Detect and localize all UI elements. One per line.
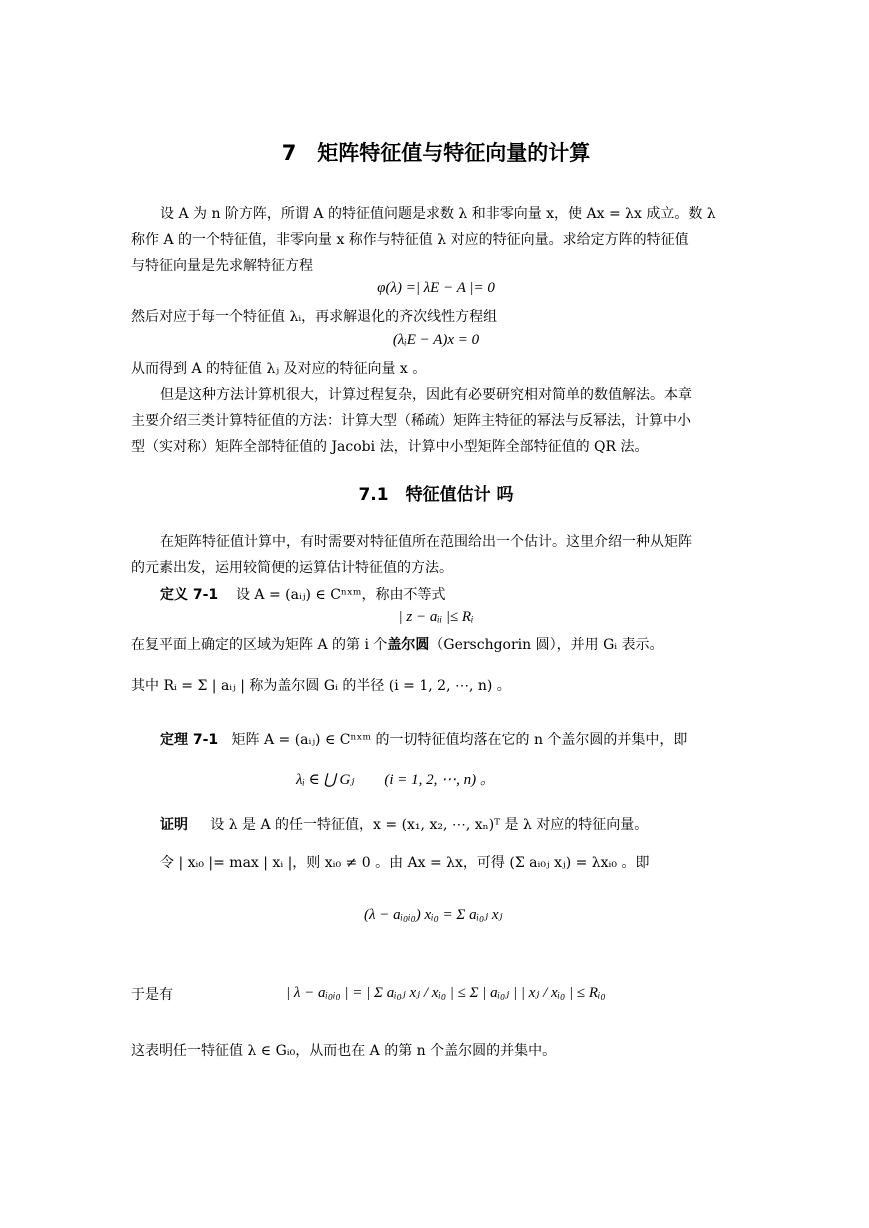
theorem-label: 定理 7-1 [160,732,219,748]
definition-line-2-start: 在复平面上确定的区域为矩阵 A 的第 i 个 [131,637,388,653]
definition-term: 盖尔圆 [387,637,430,653]
theorem-equation: λᵢ ∈ ⋃ Gⱼ (i = 1, 2, ⋯, n) 。 [296,772,495,788]
intro-line-4: 然后对应于每一个特征值 λᵢ，再求解退化的齐次线性方程组 [131,309,498,325]
proof-text: 设 λ 是 A 的任一特征值，x = (x₁, x₂, ⋯, xₙ)ᵀ 是 λ 对应的特征向量。 [210,817,649,833]
proof-line [160,814,740,836]
hence-label: 于是有 [131,987,173,1003]
proof-label: 证明 [160,817,188,833]
proof-let-line: 令 | xᵢ₀ |= max | xᵢ |，则 xᵢ₀ ≠ 0 。由 Ax = λx，可得 (Σ aᵢ₀ⱼ xⱼ) = λxᵢ₀ 。即 [160,855,650,871]
definition-text: 设 A = (aᵢⱼ) ∈ Cⁿˣᵐ，称由不等式 [235,587,446,603]
definition-label: 定义 7-1 [160,587,219,603]
intro-line-3: 与特征向量是先求解特征方程 [131,258,313,274]
definition-line [160,584,740,606]
theorem-text: 矩阵 A = (aᵢⱼ) ∈ Cⁿˣᵐ 的一切特征值均落在它的 n 个盖尔圆的并集中，即 [231,732,688,748]
gerschgorin-inequality: | z − aᵢᵢ |≤ Rᵢ [398,609,474,625]
section-title: 7.1 特征值估计 吗 [358,485,514,505]
section-line-2: 的元素出发，运用较简便的运算估计特征值的方法。 [131,560,453,576]
homogeneous-system-equation: (λᵢE − A)x = 0 [392,332,480,348]
section-line-1: 在矩阵特征值计算中，有时需要对特征值所在范围给出一个估计。这里介绍一种从矩阵 [160,534,692,550]
proof-equation-2: | λ − aᵢ₀ᵢ₀ | = | Σ aᵢ₀ⱼ xⱼ / xᵢ₀ | ≤ Σ | aᵢ₀ⱼ | | xⱼ / xᵢ₀ | ≤ Rᵢ₀ [286,985,606,1001]
radius-definition: 其中 Rᵢ = Σ | aᵢⱼ | 称为盖尔圆 Gᵢ 的半径 (i = 1, 2, ⋯, n) 。 [131,678,511,694]
theorem-line [160,729,740,751]
intro-line-6: 但是这种方法计算机很大，计算过程复杂，因此有必要研究相对简单的数值解法。本章 [160,387,692,403]
proof-conclusion: 这表明任一特征值 λ ∈ Gᵢ₀，从而也在 A 的第 n 个盖尔圆的并集中。 [131,1043,557,1059]
definition-line-2 [131,634,741,656]
chapter-title: 7 矩阵特征值与特征向量的计算 [281,141,591,165]
definition-line-2-end: （Gerschgorin 圆），并用 Gᵢ 表示。 [429,637,664,653]
intro-line-2: 称作 A 的一个特征值，非零向量 x 称作与特征值 λ 对应的特征向量。求给定方阵的特征值 [131,232,689,248]
proof-equation-1: (λ − aᵢ₀ᵢ₀) xᵢ₀ = Σ aᵢ₀ⱼ xⱼ [364,907,503,923]
characteristic-equation: φ(λ) =| λE − A |= 0 [377,280,495,296]
intro-line-7: 主要介绍三类计算特征值的方法：计算大型（稀疏）矩阵主特征的幂法与反幂法，计算中小 [131,413,691,429]
intro-line-8: 型（实对称）矩阵全部特征值的 Jacobi 法，计算中小型矩阵全部特征值的 QR 法。 [131,439,649,455]
intro-line-1: 设 A 为 n 阶方阵，所谓 A 的特征值问题是求数 λ 和非零向量 x，使 Ax = λx 成立。数 λ [160,206,716,222]
intro-line-5: 从而得到 A 的特征值 λⱼ 及对应的特征向量 x 。 [131,361,427,377]
